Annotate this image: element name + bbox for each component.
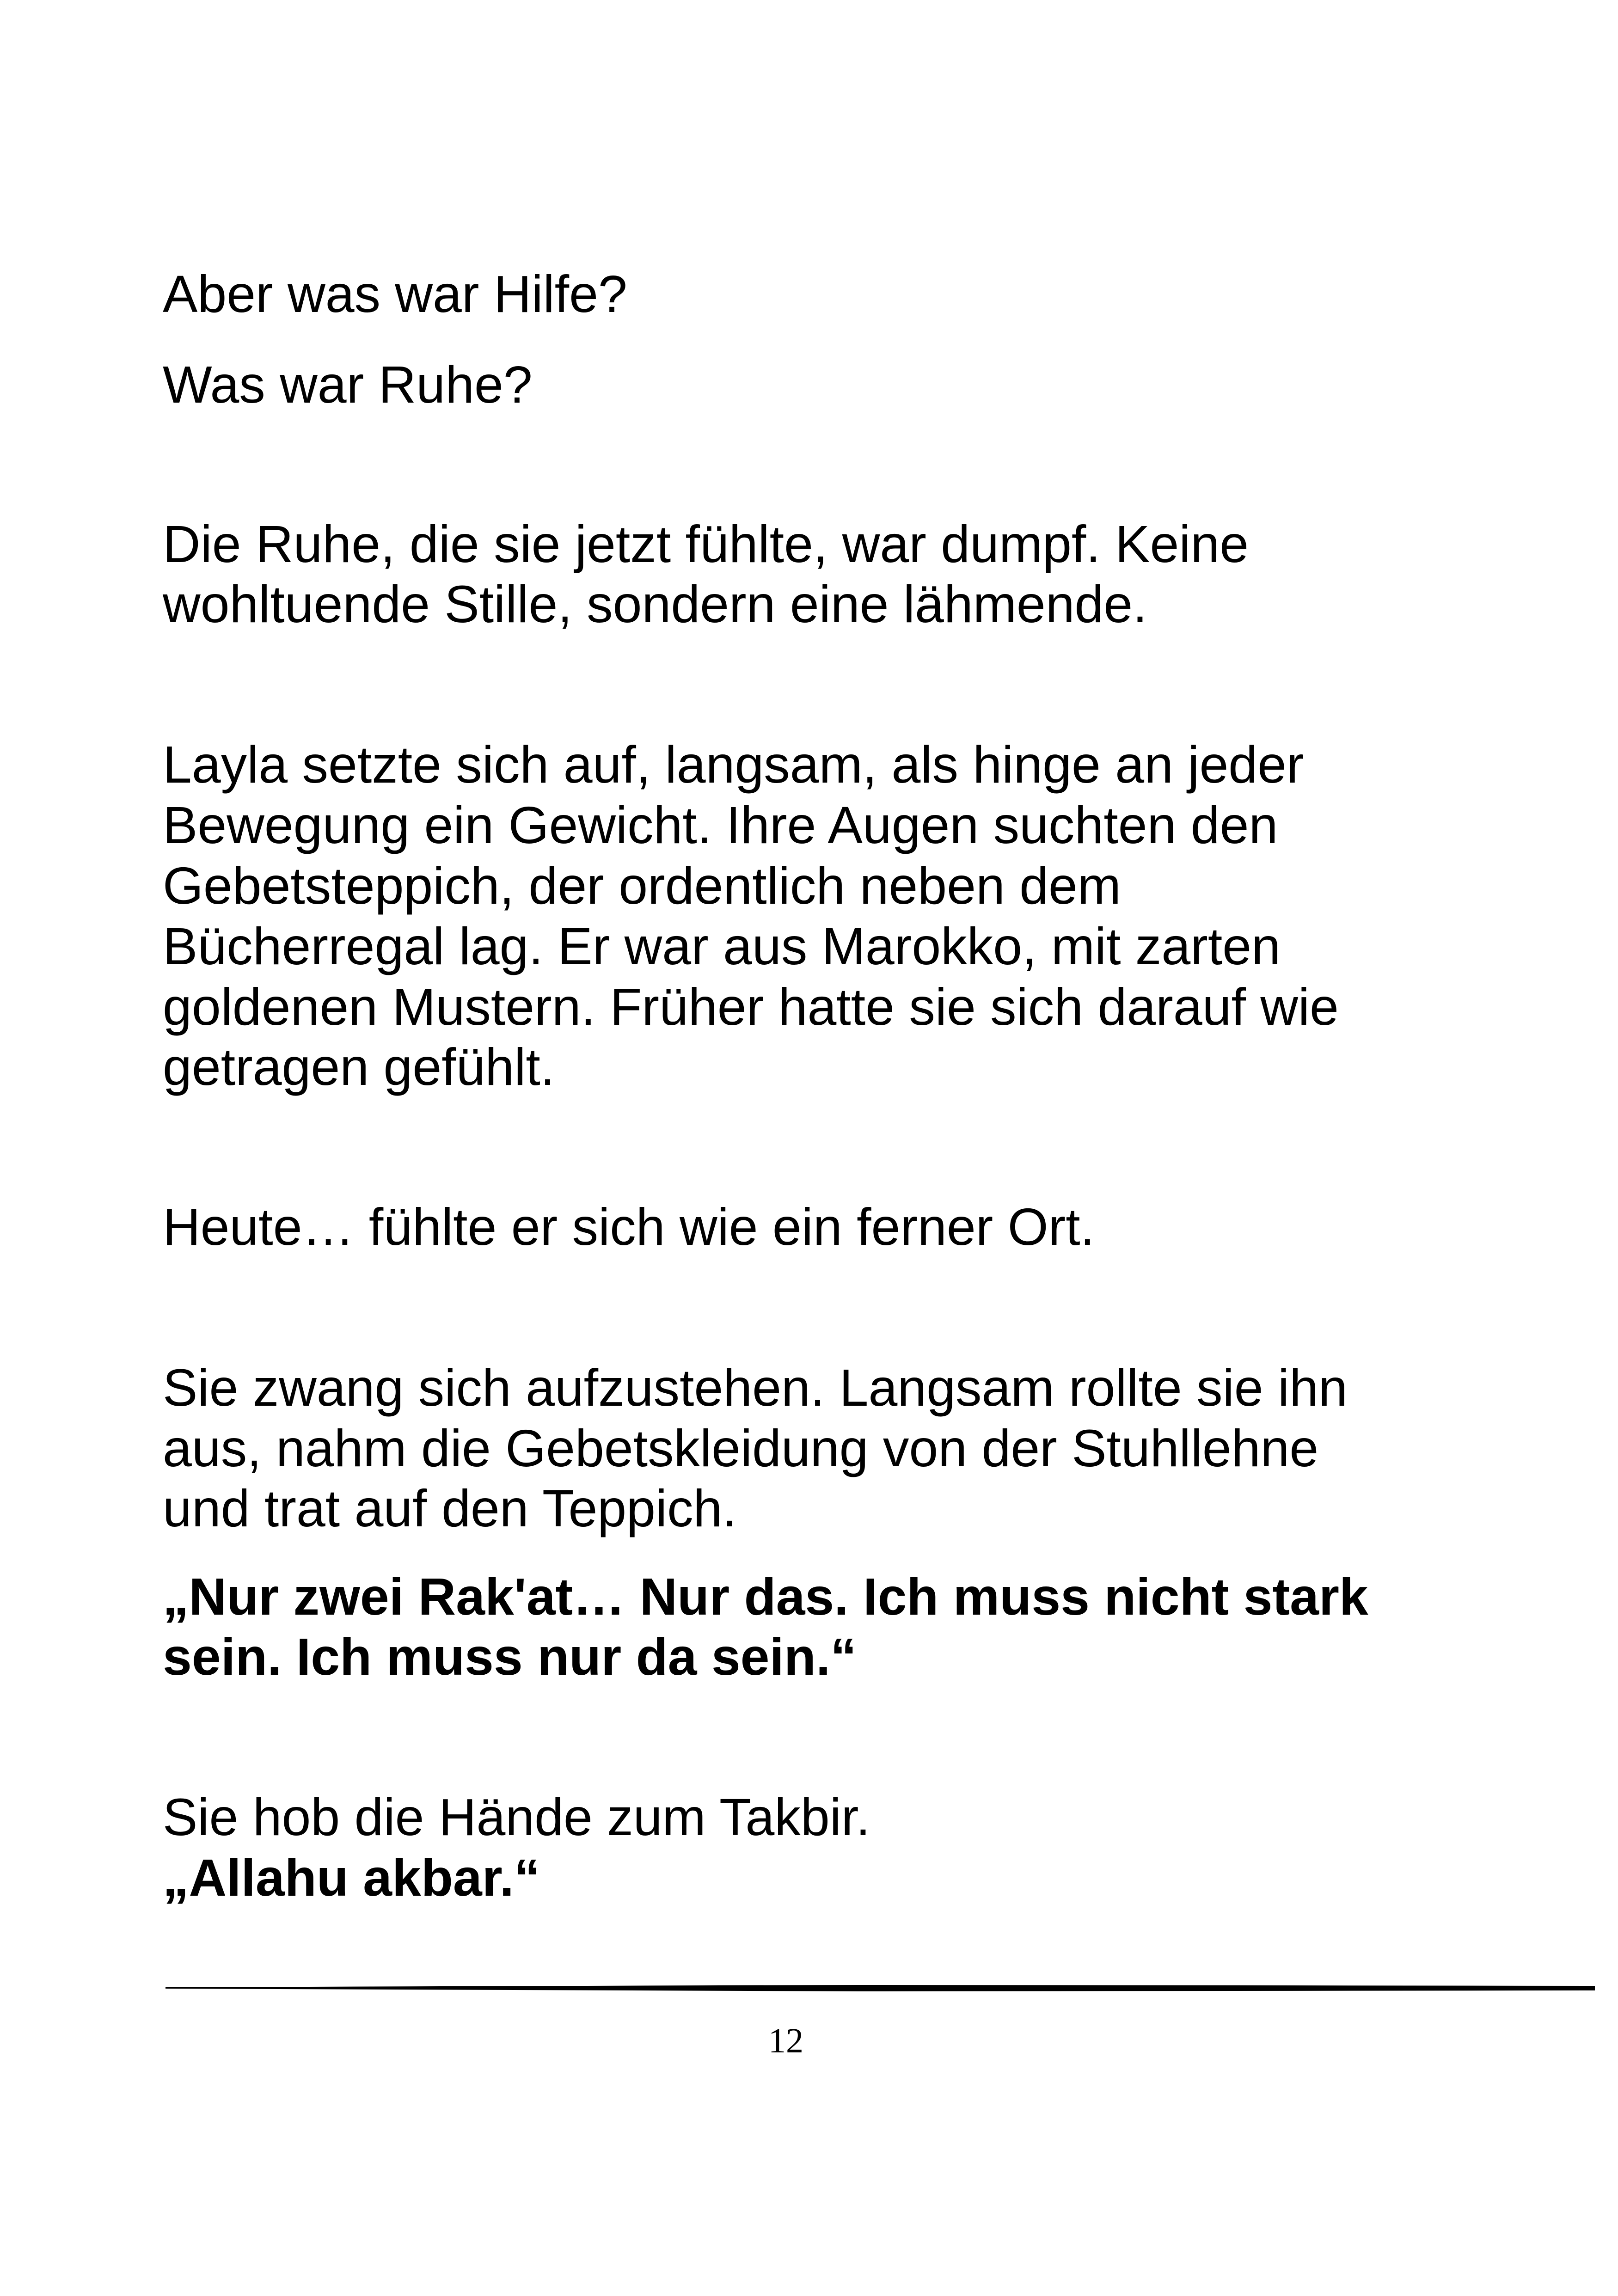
bold-quote-line: sein. Ich muss nur da sein.“ (163, 1628, 857, 1686)
text-line: goldenen Mustern. Früher hatte sie sich darauf wie (163, 978, 1339, 1036)
page-number: 12 (768, 2021, 803, 2060)
text-line: Layla setzte sich auf, langsam, als hinge an jeder (163, 735, 1304, 794)
text-line: Sie zwang sich aufzustehen. Langsam rollte sie ihn (163, 1359, 1348, 1417)
bold-quote-line: „Allahu akbar.“ (163, 1849, 540, 1907)
text-line: Sie hob die Hände zum Takbir. (163, 1788, 870, 1846)
text-line: Bewegung ein Gewicht. Ihre Augen suchten den (163, 796, 1278, 854)
text-line: Heute… fühlte er sich wie ein ferner Ort. (163, 1198, 1095, 1256)
text-line: und trat auf den Teppich. (163, 1479, 737, 1537)
text-line: wohltuende Stille, sondern eine lähmende. (163, 575, 1147, 633)
text-line: Aber was war Hilfe? (163, 265, 627, 323)
footer-divider (165, 1983, 1595, 1992)
text-line: aus, nahm die Gebetskleidung von der Stuhllehne (163, 1419, 1319, 1477)
text-line: Gebetsteppich, der ordentlich neben dem (163, 857, 1122, 915)
text-line: getragen gefühlt. (163, 1038, 555, 1096)
text-line: Die Ruhe, die sie jetzt fühlte, war dumpf. Keine (163, 515, 1249, 573)
text-line: Was war Ruhe? (163, 355, 533, 414)
bold-quote-line: „Nur zwei Rak'at… Nur das. Ich muss nicht stark (163, 1567, 1368, 1626)
text-line: Bücherregal lag. Er war aus Marokko, mit zarten (163, 917, 1281, 975)
